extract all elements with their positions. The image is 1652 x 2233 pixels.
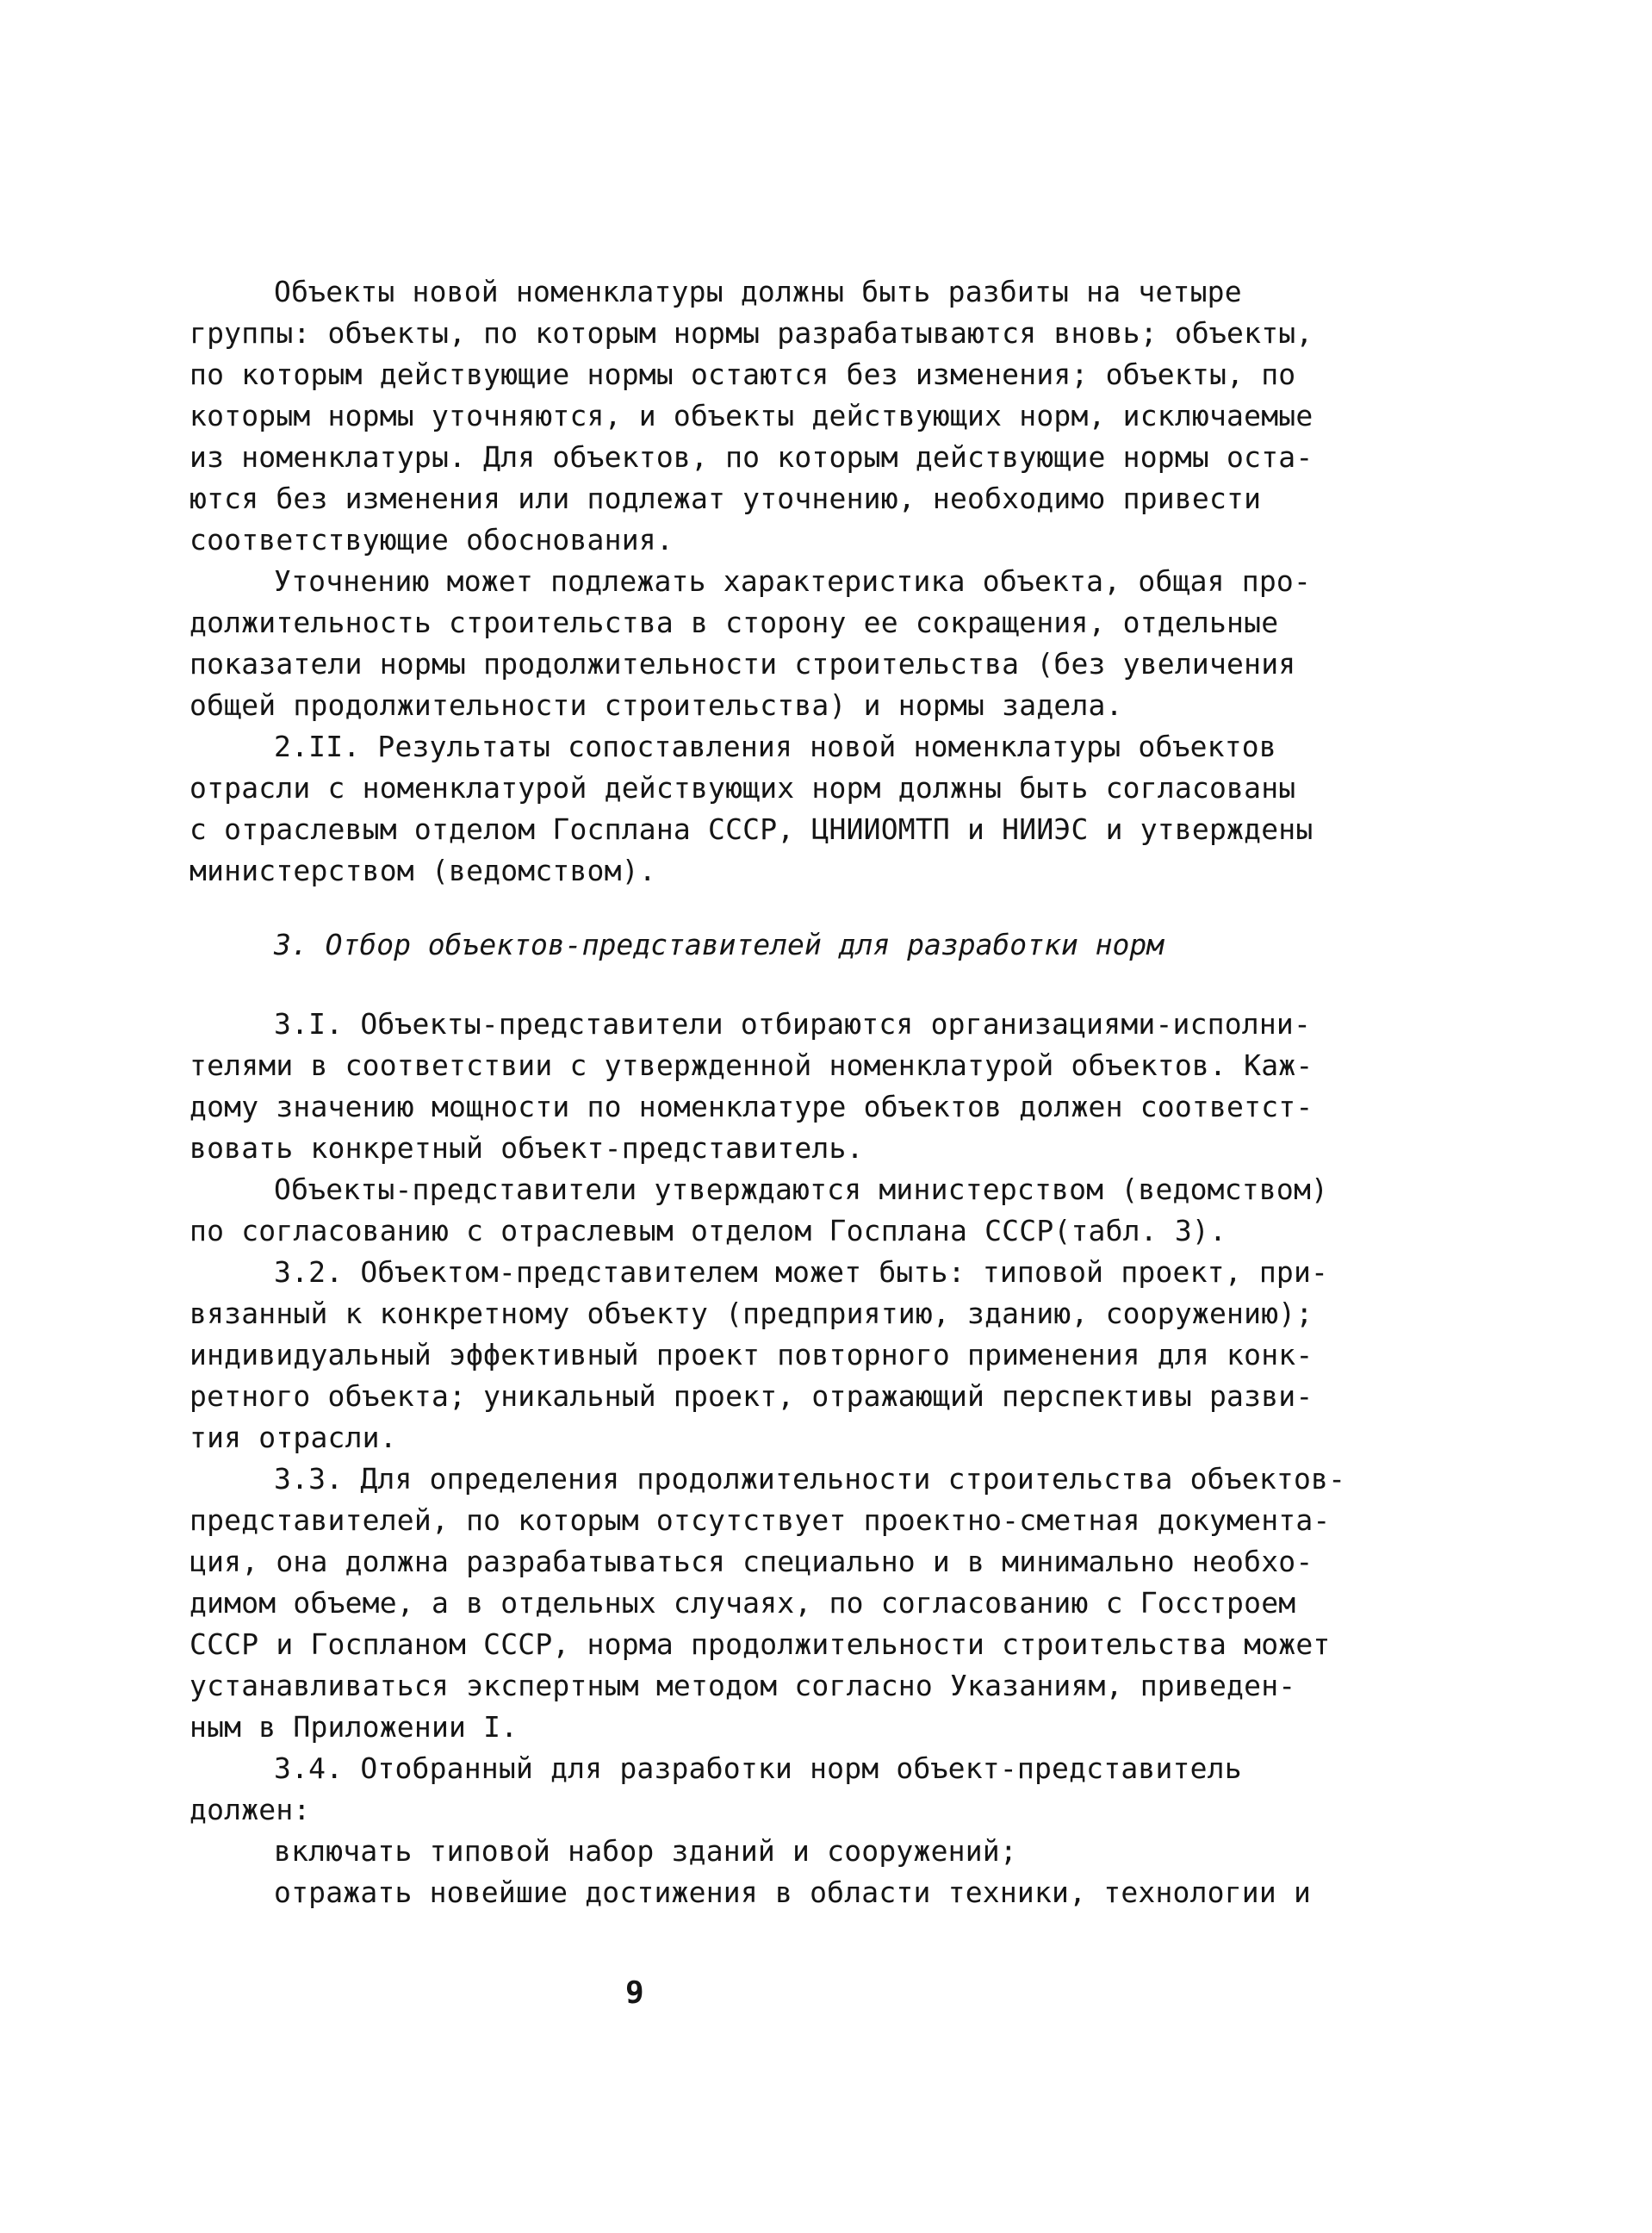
text-line: дому значению мощности по номенклатуре объектов должен соответст-	[189, 1090, 1314, 1123]
text-line: Объекты новой номенклатуры должны быть разбиты на четыре	[274, 275, 1242, 308]
text-line: димом объеме, а в отдельных случаях, по согласованию с Госстроем	[189, 1586, 1296, 1620]
text-line: индивидуальный эффективный проект повторного применения для конк-	[189, 1338, 1314, 1372]
text-line: группы: объекты, по которым нормы разрабатываются вновь; объекты,	[189, 316, 1314, 350]
text-line: общей продолжительности строительства) и нормы задела.	[189, 688, 1123, 722]
list-item: включать типовой набор зданий и сооружений;	[274, 1834, 1017, 1868]
list-item: отражать новейшие достижения в области техники, технологии и	[274, 1875, 1312, 1909]
section-heading: 3. Отбор объектов-представителей для разработки норм	[274, 928, 1164, 961]
text-line: ция, она должна разрабатываться специально и в минимально необхо-	[189, 1545, 1314, 1578]
text-line: по которым действующие нормы остаются без изменения; объекты, по	[189, 358, 1296, 391]
text-line: ным в Приложении I.	[189, 1710, 519, 1744]
text-line: показатели нормы продолжительности строительства (без увеличения	[189, 647, 1296, 681]
page-number: 9	[625, 1975, 644, 2011]
text-line: с отраслевым отделом Госплана СССР, ЦНИИОМТП и НИИЭС и утверждены	[189, 812, 1314, 846]
text-line: устанавливаться экспертным методом согласно Указаниям, приведен-	[189, 1669, 1296, 1702]
text-line: должительность строительства в сторону ее сокращения, отдельные	[189, 606, 1279, 639]
text-line: ретного объекта; уникальный проект, отражающий перспективы разви-	[189, 1379, 1314, 1413]
text-line: ются без изменения или подлежат уточнению, необходимо привести	[189, 482, 1262, 515]
text-line: министерством (ведомством).	[189, 854, 656, 887]
text-line: Объекты-представители утверждаются министерством (ведомством)	[274, 1172, 1329, 1206]
text-line: 3.4. Отобранный для разработки норм объект-представитель	[274, 1751, 1242, 1785]
text-line: 2.II. Результаты сопоставления новой номенклатуры объектов	[274, 730, 1276, 763]
text-line: вязанный к конкретному объекту (предприятию, зданию, сооружению);	[189, 1297, 1314, 1330]
text-line: из номенклатуры. Для объектов, по которым действующие нормы оста-	[189, 440, 1314, 474]
text-line: должен:	[189, 1793, 311, 1826]
text-line: СССР и Госпланом СССР, норма продолжительности строительства может	[189, 1627, 1331, 1661]
text-line: 3.3. Для определения продолжительности строительства объектов-	[274, 1462, 1346, 1496]
text-line: отрасли с номенклатурой действующих норм должны быть согласованы	[189, 771, 1296, 805]
text-line: 3.I. Объекты-представители отбираются организациями-исполни-	[274, 1007, 1312, 1041]
text-line: вовать конкретный объект-представитель.	[189, 1131, 864, 1165]
text-line: соответствующие обоснования.	[189, 523, 674, 557]
text-line: 3.2. Объектом-представителем может быть: типовой проект, при-	[274, 1255, 1329, 1289]
text-line: по согласованию с отраслевым отделом Госплана СССР(табл. 3).	[189, 1214, 1227, 1247]
text-line: которым нормы уточняются, и объекты действующих норм, исключаемые	[189, 399, 1314, 432]
text-line: телями в соответствии с утвержденной номенклатурой объектов. Каж-	[189, 1048, 1314, 1082]
text-line: Уточнению может подлежать характеристика объекта, общая про-	[274, 564, 1312, 598]
text-line: представителей, по которым отсутствует проектно-сметная документа-	[189, 1503, 1331, 1537]
text-line: тия отрасли.	[189, 1421, 397, 1454]
